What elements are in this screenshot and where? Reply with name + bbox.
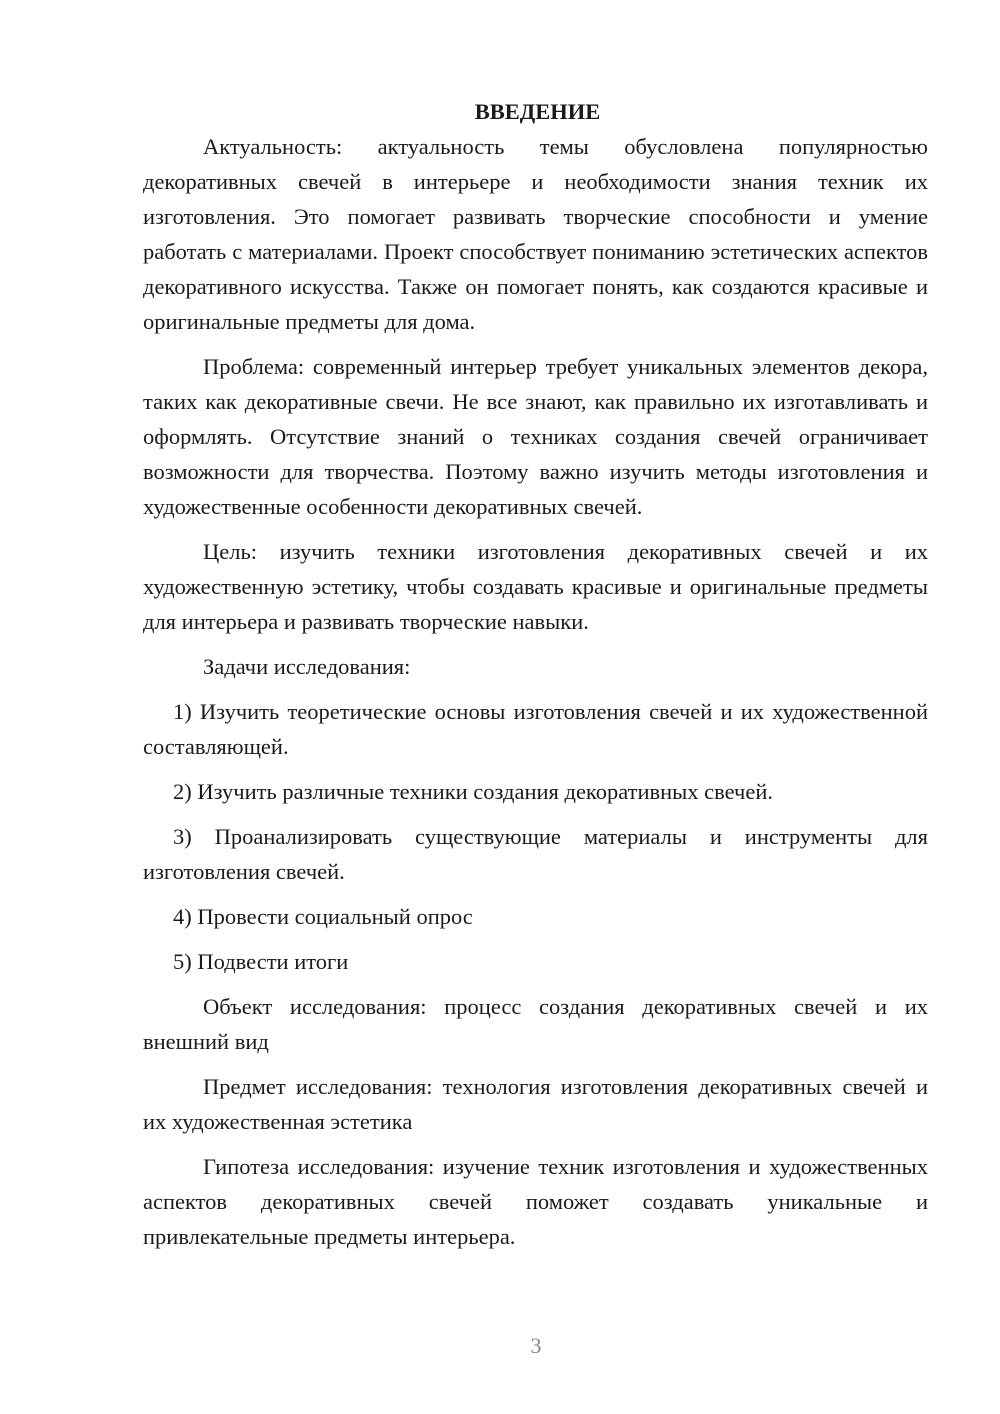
paragraph-problem: Проблема: современный интерьер требует уникальных элементов декора, таких как декоративные свечи. Не все знают, как правильно их изготавливать и оформлять. Отсутствие знаний о техниках создания свечей ограничивает возможности для творчества. Поэтому важно изучить методы изготовления и художественные особенности декоративных свечей. [143, 354, 928, 519]
task-item-4: 4) Провести социальный опрос [173, 904, 473, 929]
document-body [143, 94, 928, 1264]
paragraph-hypothesis: Гипотеза исследования: изучение техник изготовления и художественных аспектов декоративных свечей поможет создавать уникальные и привлекательные предметы интерьера. [143, 1154, 928, 1249]
tasks-heading: Задачи исследования: [203, 654, 411, 679]
task-item-5: 5) Подвести итоги [173, 949, 349, 974]
document-title: ВВЕДЕНИЕ [474, 99, 601, 124]
paragraph-goal: Цель: изучить техники изготовления декоративных свечей и их художественную эстетику, чтобы создавать красивые и оригинальные предметы для интерьера и развивать творческие навыки. [143, 539, 928, 634]
paragraph-object: Объект исследования: процесс создания декоративных свечей и их внешний вид [143, 994, 928, 1054]
page-number: 3 [530, 1333, 542, 1358]
task-item-1: 1) Изучить теоретические основы изготовления свечей и их художественной составляющей. [143, 699, 928, 759]
task-item-3: 3) Проанализировать существующие материалы и инструменты для изготовления свечей. [143, 824, 928, 884]
task-item-2: 2) Изучить различные техники создания декоративных свечей. [173, 779, 774, 804]
paragraph-relevance: Актуальность: актуальность темы обусловлена популярностью декоративных свечей в интерьере и необходимости знания техник их изготовления. Это помогает развивать творческие способности и умение работать с материалами. Проект способствует пониманию эстетических аспектов декоративного искусства. Также он помогает понять, как создаются красивые и оригинальные предметы для дома. [143, 134, 928, 334]
paragraph-subject: Предмет исследования: технология изготовления декоративных свечей и их художественная эстетика [143, 1074, 928, 1134]
